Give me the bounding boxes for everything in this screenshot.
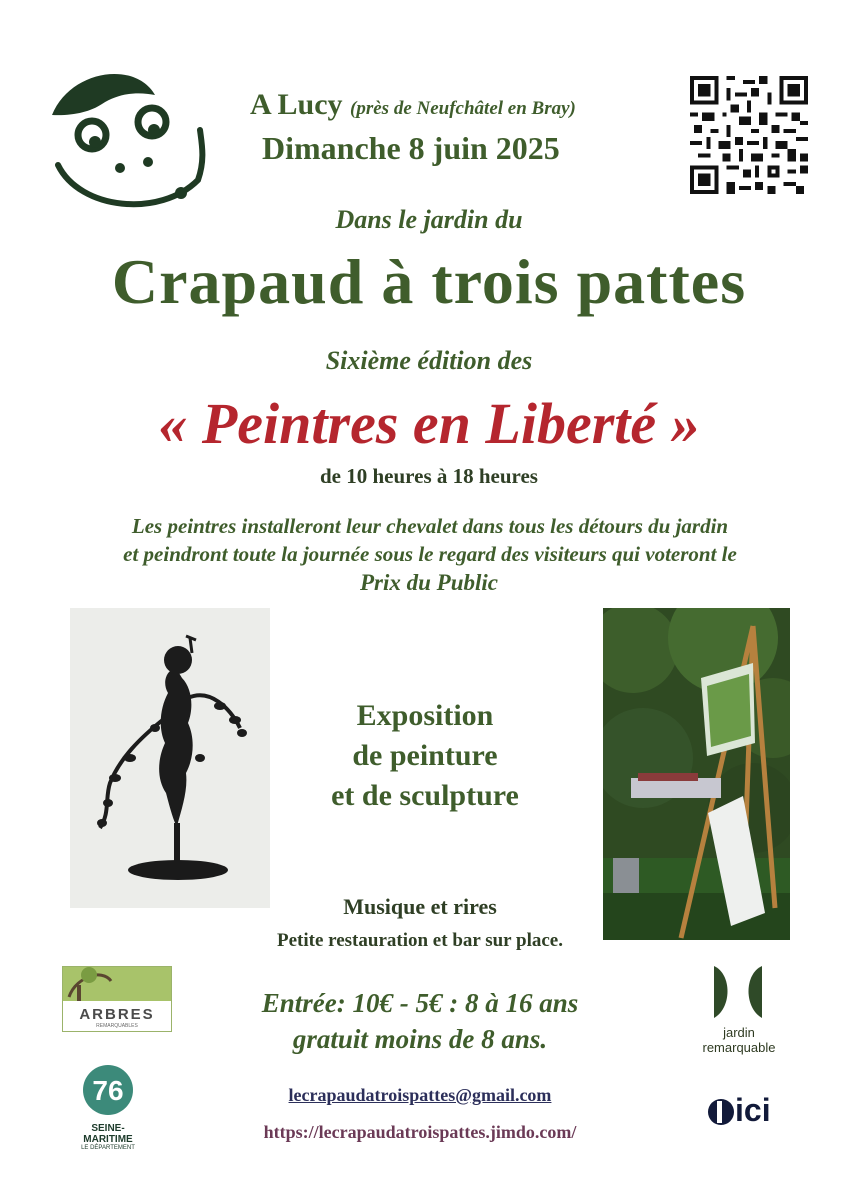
- exhibition-text: [290, 696, 560, 816]
- event-date: Dimanche 8 juin 2025: [262, 130, 560, 166]
- exhibition-line-1: Exposition: [356, 699, 494, 732]
- sculpture-photo: [70, 608, 270, 908]
- arbres-title: ARBRES: [79, 1006, 155, 1023]
- website-link[interactable]: https://lecrapaudatroispattes.jimdo.com/: [263, 1122, 577, 1142]
- department-76-icon: [68, 1062, 148, 1118]
- exhibition-line-2: de peinture: [352, 739, 498, 772]
- entry-price: [210, 985, 630, 1057]
- easel-garden-photo: [603, 608, 790, 940]
- ici-text: ici: [735, 1092, 771, 1128]
- public-prize: Prix du Public: [359, 570, 498, 595]
- exhibition-line-3: et de sculpture: [331, 779, 519, 812]
- seine-number: 76: [92, 1075, 124, 1106]
- description-line-2: et peindront toute la journée sous le regard des visiteurs qui voteront le: [123, 542, 737, 566]
- ici-logo: [705, 1092, 785, 1132]
- seine-name: SEINE-MARITIME: [83, 1123, 133, 1145]
- email-link[interactable]: lecrapaudatroispattes@gmail.com: [288, 1085, 552, 1105]
- arbres-remarquables-logo: [62, 966, 172, 1032]
- qr-code[interactable]: [690, 76, 808, 194]
- seine-subtitle: LE DÉPARTEMENT: [81, 1145, 135, 1151]
- seine-maritime-logo: [68, 1062, 148, 1151]
- jardin-remarquable-logo: [694, 962, 784, 1062]
- price-line-1: Entrée: 10€ - 5€ : 8 à 16 ans: [261, 988, 579, 1018]
- price-line-2: gratuit moins de 8 ans.: [292, 1024, 548, 1054]
- intro-line: Dans le jardin du: [335, 205, 523, 234]
- jardin-line-2: remarquable: [702, 1040, 776, 1055]
- tree-icon: [63, 967, 171, 1001]
- description: [60, 512, 800, 568]
- jardin-mark-icon: [694, 962, 784, 1020]
- location-note: (près de Neufchâtel en Bray): [350, 98, 576, 119]
- garden-title: Crapaud à trois pattes: [111, 246, 747, 317]
- food-line: Petite restauration et bar sur place.: [276, 930, 563, 951]
- event-name: « Peintres en Liberté »: [158, 391, 700, 456]
- edition-line: Sixième édition des: [325, 346, 533, 375]
- music-line: Musique et rires: [343, 894, 497, 919]
- arbres-subtitle: REMARQUABLES: [96, 1023, 138, 1029]
- event-hours: de 10 heures à 18 heures: [320, 464, 538, 488]
- jardin-line-1: jardin: [723, 1025, 755, 1040]
- description-line-1: Les peintres installeront leur chevalet dans tous les détours du jardin: [131, 514, 729, 538]
- toad-face-logo: [40, 60, 215, 220]
- location: A Lucy (près de Neufchâtel en Bray): [250, 88, 576, 121]
